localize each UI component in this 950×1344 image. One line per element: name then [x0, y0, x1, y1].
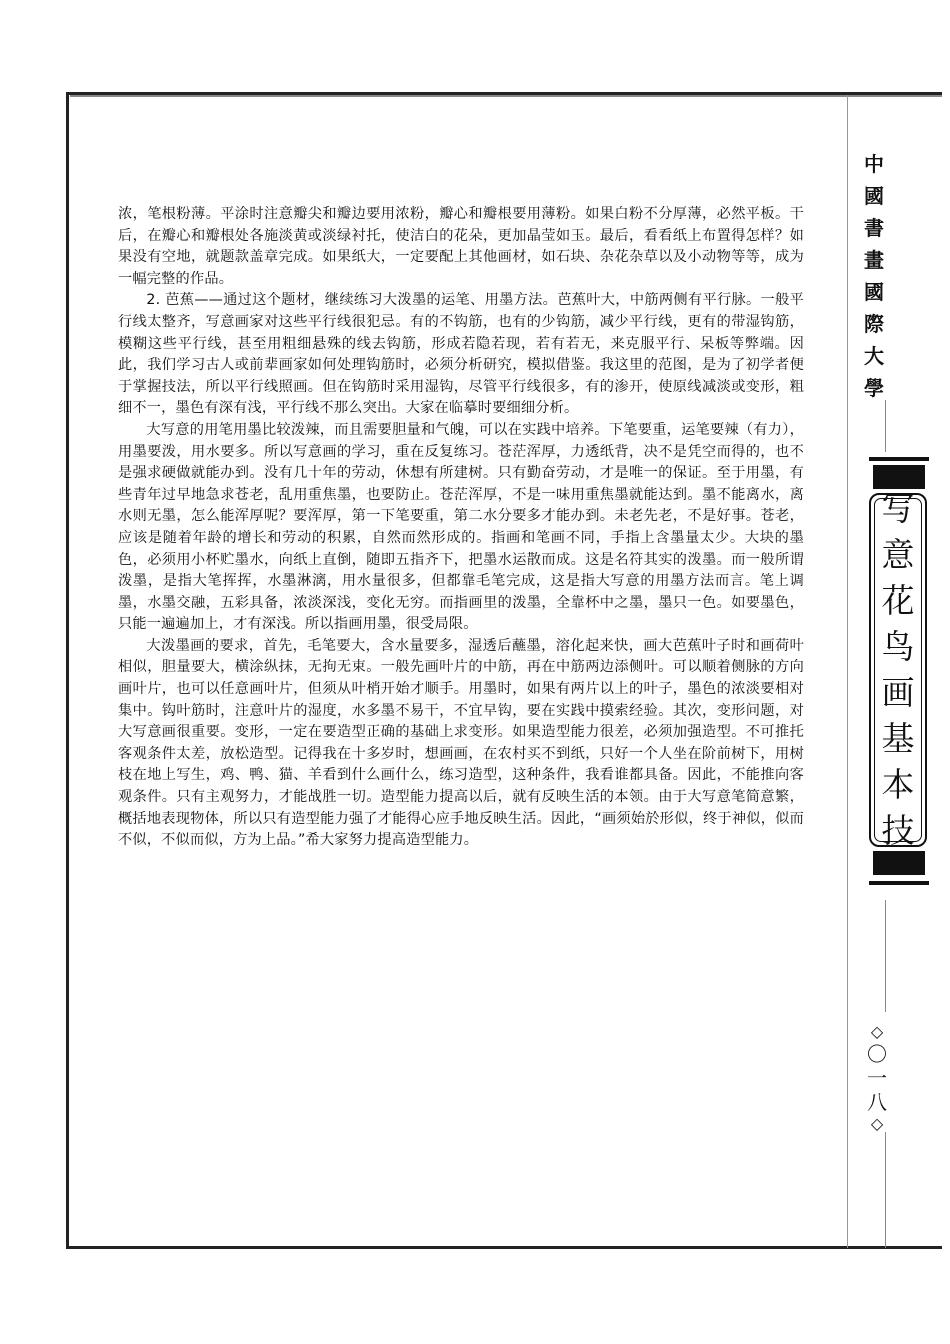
frame-top-rule [70, 95, 942, 97]
title-char: 基 [881, 719, 915, 758]
title-char: 画 [881, 673, 915, 712]
book-title-block [869, 457, 929, 887]
spine-divider [847, 95, 848, 1248]
title-char: 技 [881, 811, 915, 850]
university-char: 國 [864, 280, 884, 304]
side-rule-middle [885, 900, 886, 1012]
page-number-char: 一 [867, 1066, 887, 1090]
title-char: 本 [881, 765, 915, 804]
title-box [869, 489, 927, 850]
title-cap-bottom [873, 851, 925, 875]
book-title [882, 486, 915, 854]
title-bar-top [869, 457, 929, 461]
university-char: 際 [864, 312, 884, 336]
paragraph: 大泼墨画的要求，首先，毛笔要大，含水量要多，湿透后蘸墨，溶化起来快，画大芭蕉叶子时和画荷叶相似，胆量要大，横涂纵抹，无拘无束。一般先画叶片的中筋，再在中筋两边添侧叶。可以顺着侧脉的方向画叶片，也可以任意画叶片，但须从叶梢开始才顺手。用墨时，如果有两片以上的叶子，墨色的浓淡要相对集中。钩叶筋时，注意叶片的湿度，水多墨不易干，不宜早钩，要在实践中摸索经验。其次，变形问题，对大写意画很重要。变形，一定在要造型正确的基础上求变形。如果造型能力很差，必须加强造型。不可推托客观条件太差，放松造型。记得我在十多岁时，想画画，在农村买不到纸，只好一个人坐在阶前树下，用树枝在地上写生，鸡、鸭、猫、羊看到什么画什么，练习造型，这种条件，我看谁都具备。因此，不能推向客观条件。只有主观努力，才能战胜一切。造型能力提高以后，就有反映生活的本领。由于大写意笔简意繁，概括地表现物体，所以只有造型能力强了才能得心应手地反映生活。因此，“画须始於形似，终于神似，似而不似，不似而似，方为上品。”希大家努力提高造型能力。 [118, 637, 804, 849]
university-char: 國 [864, 184, 884, 208]
diamond-ornament: ◇ [870, 1022, 884, 1041]
title-char: 花 [881, 581, 915, 620]
university-name [856, 148, 892, 404]
diamond-ornament: ◇ [870, 1114, 884, 1133]
page-number-char: 八 [867, 1090, 887, 1114]
paragraph: 浓，笔根粉薄。平涂时注意瓣尖和瓣边要用浓粉，瓣心和瓣根要用薄粉。如果白粉不分厚薄，必然平板。干后，在瓣心和瓣根处各施淡黄或淡绿衬托，使洁白的花朵，更加晶莹如玉。最后，看看纸上布置得怎样？如果没有空地，就题款盖章完成。如果纸大，一定要配上其他画材，如石块、杂花杂草以及小动物等等，成为一幅完整的作品。 [118, 206, 804, 287]
title-char: 写 [881, 489, 915, 528]
paragraph: 2. 芭蕉——通过这个题材，继续练习大泼墨的运笔、用墨方法。芭蕉叶大，中筋两侧有平行脉。一般平行线太整齐，写意画家对这些平行线很犯忌。有的不钩筋，也有的少钩筋，减少平行线，更有的带湿钩筋，模糊这些平行线，甚至用粗细悬殊的线去钩筋，形成若隐若现，若有若无，来克服平行、呆板等弊端。因此，我们学习古人或前辈画家如何处理钩筋时，必须分析研究，模拟借鉴。我这里的范图，是为了初学者便于掌握技法，所以平行线照画。但在钩筋时采用湿钩，尽管平行线很多，有的渗开，使原线减淡或变形，粗细不一，墨色有深有浅，平行线不那么突出。大家在临摹时要细细分析。 [118, 292, 804, 417]
page-number-char: 〇 [867, 1042, 887, 1066]
title-bar-bottom [869, 881, 929, 885]
title-char: 鸟 [881, 627, 915, 666]
university-char: 學 [864, 376, 884, 400]
title-char: 意 [881, 535, 915, 574]
side-rule-upper [885, 400, 886, 452]
university-char: 大 [864, 344, 884, 368]
university-char: 書 [864, 216, 884, 240]
body-text [118, 204, 804, 852]
side-rule-lower [885, 1132, 886, 1248]
university-char: 畫 [864, 248, 884, 272]
paragraph: 大写意的用笔用墨比较泼辣，而且需要胆量和气魄，可以在实践中培养。下笔要重，运笔要辣（有力），用墨要泼，用水要多。所以写意画的学习，重在反复练习。苍茫浑厚，力透纸背，决不是凭空而得的，也不是强求硬做就能办到。没有几十年的劳动，休想有所建树。只有勤奋劳动，才是唯一的保证。至于用墨，有些青年过早地急求苍老，乱用重焦墨，也要防止。苍茫浑厚，不是一味用重焦墨就能达到。墨不能离水，离水则无墨，怎么能浑厚呢？要浑厚，第一下笔要重，第二水分要多才能办到。未老先老，不是好事。苍老，应该是随着年龄的增长和劳动的积累，自然而然形成的。指画和笔画不同，手指上含墨量太少。大块的墨色，必须用小杯贮墨水，向纸上直倒，随即五指齐下，把墨水运散而成。这是名符其实的泼墨。而一般所谓泼墨，是指大笔挥挥，水墨淋漓，用水量很多，但都靠毛笔完成，这是指大写意的用墨方法而言。笔上调墨，水墨交融，五彩具备，浓淡深浅，变化无穷。而指画里的泼墨，全靠杯中之墨，墨只一色。如要墨色，只能一遍遍加上，才有深浅。所以指画用墨，很受局限。 [118, 421, 804, 633]
page-number [862, 1022, 892, 1134]
university-char: 中 [864, 152, 884, 176]
